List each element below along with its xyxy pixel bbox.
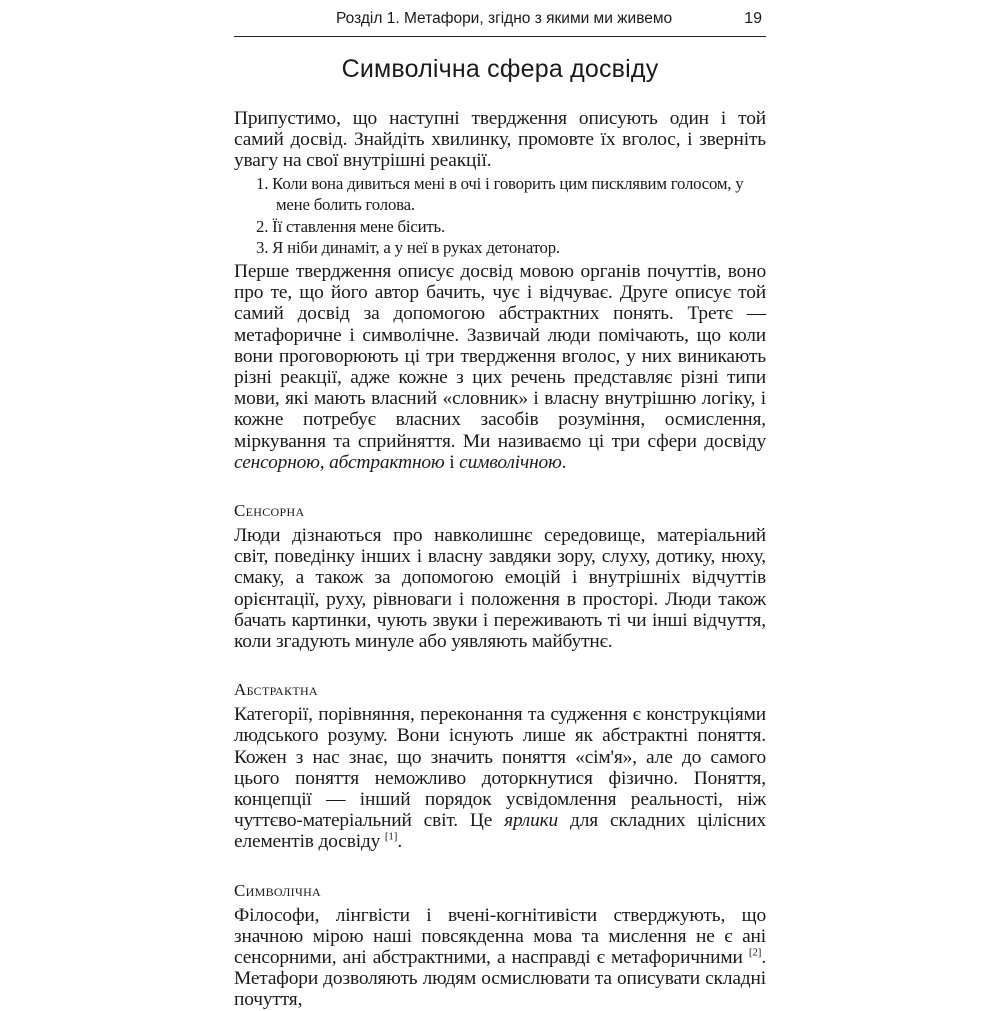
subheading-abstract: Абстрактна	[234, 680, 318, 700]
statement-list	[234, 173, 766, 259]
chapter-title: Розділ 1. Метафори, згідно з якими ми живемо	[336, 10, 673, 27]
abstract-period: .	[397, 831, 403, 853]
page-number: 19	[744, 10, 762, 27]
analysis-comma: ,	[319, 451, 330, 473]
symbolic-paragraph	[234, 905, 766, 1011]
book-page	[234, 10, 766, 1011]
symbolic-text: Філософи, лінгвісти і вчені-когнітивісти стверджують, що значною мірою наші повсякденна мова та мислення не є ані сенсорними, ані абстрактними, а насправді є метафоричними	[234, 904, 766, 969]
term-sensory: сенсорною	[234, 451, 320, 473]
analysis-text: Перше твердження описує досвід мовою органів почуттів, воно про те, що його автор бачить, чує і відчуває. Друге описує той самий досвід за допомогою абстрактних понять. Третє — метафоричне і символічне. Зазвичай люди помічають, що коли вони проговорюють ці три твердження вголос, у них виникають різні реакції, адже кожне з цих речень представляє різні типи мови, які мають власний «словник» і власну внутрішню логіку, і кожне потребує власних засобів розуміння, осмислення, міркування та сприйняття. Ми називаємо ці три сфери досвіду	[234, 260, 766, 452]
subheading-sensory: Сенсорна	[234, 501, 305, 521]
abstract-text-end: для складних цілісних елементів досвіду	[234, 810, 766, 853]
running-header	[234, 10, 766, 37]
abstract-text: Категорії, порівняння, переконання та судження є конструкціями людського розуму. Вони існують лише як абстрактні поняття. Кожен з нас знає, що значить поняття «сім'я», але до самого цього поняття неможливо доторкнутися фізично. Поняття, концепції — інший порядок усвідомлення реальності, ніж чуттєво-матеріальний світ. Це	[234, 704, 766, 832]
sensory-paragraph: Люди дізнаються про навколишнє середовище, матеріальний світ, поведінку інших і власну завдяки зору, слуху, дотику, нюху, смаку, а також за допомогою емоцій і внутрішніх відчуттів орієнтації, руху, рівноваги і положення в просторі. Люди також бачать картинки, чують звуки і переживають ті чи інші відчуття, коли згадують минуле або уявляють майбутнє.	[234, 525, 766, 653]
statement-1: 1. Коли вона дивиться мені в очі і говорить цим писклявим голосом, у мене болить голова.	[256, 173, 744, 215]
symbolic-text-end: . Метафори дозволяють людям осмислювати та описувати складні почуття,	[234, 947, 767, 1011]
abstract-paragraph	[234, 704, 766, 852]
intro-paragraph: Припустимо, що наступні твердження описують один і той самий досвід. Знайдіть хвилинку, промовте їх вголос, і зверніть увагу на свої внутрішні реакції.	[234, 108, 766, 172]
footnote-ref-1[interactable]: [1]	[384, 830, 398, 843]
statement-3: 3. Я ніби динаміт, а у неї в руках детонатор.	[256, 238, 560, 258]
term-labels: ярлики	[504, 810, 559, 832]
section-title: Символічна сфера досвіду	[341, 55, 659, 83]
footnote-ref-2[interactable]: [2]	[748, 946, 762, 959]
analysis-conjunction: і	[444, 451, 460, 473]
statement-2: 2. Її ставлення мене бісить.	[256, 216, 445, 236]
subheading-symbolic: Символічна	[234, 880, 322, 900]
analysis-period: .	[561, 451, 567, 473]
term-symbolic: символічною	[459, 451, 562, 473]
term-abstract: абстрактною	[329, 451, 445, 473]
analysis-paragraph	[234, 261, 766, 473]
